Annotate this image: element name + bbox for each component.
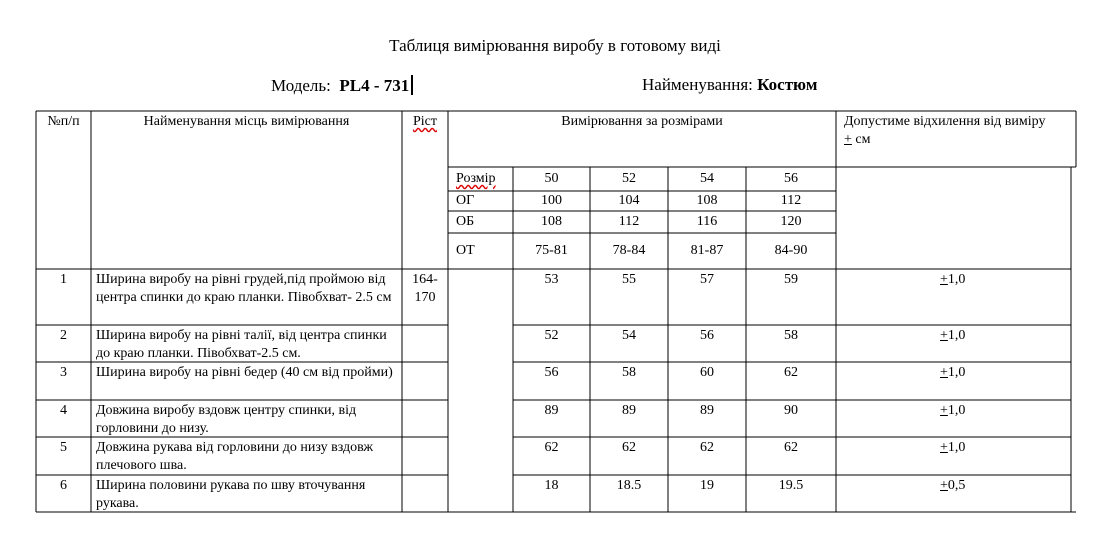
row-value: 19 xyxy=(700,478,714,493)
row-value: 62 xyxy=(544,440,559,455)
og-row-label: ОГ xyxy=(456,193,475,208)
row-number: 6 xyxy=(60,478,67,493)
model-value: PL4 - 731 xyxy=(339,76,410,95)
row-value: 90 xyxy=(784,403,798,418)
row-value: 52 xyxy=(544,328,559,343)
row-tolerance xyxy=(940,364,965,382)
row-value: 58 xyxy=(784,328,798,343)
header-number: №п/п xyxy=(47,114,80,129)
row-tolerance xyxy=(940,477,965,495)
row-value: 62 xyxy=(700,440,714,455)
og-value: 100 xyxy=(541,193,562,208)
tol-value: 0,5 xyxy=(947,478,966,493)
row-tolerance xyxy=(940,271,965,289)
row-value: 59 xyxy=(784,272,798,287)
tol-value: 1,0 xyxy=(947,403,966,418)
row-number: 2 xyxy=(60,328,67,343)
tol-value: 1,0 xyxy=(947,365,966,380)
header-place: Найменування місць вимірювання xyxy=(143,114,350,129)
tol-sign: + xyxy=(940,403,948,418)
row-tolerance xyxy=(940,402,965,420)
ot-row-label: ОТ xyxy=(456,243,475,258)
naming-value: Костюм xyxy=(757,75,818,94)
size-row-label: Розмір xyxy=(456,171,496,186)
growth-value: 164-170 xyxy=(412,272,438,305)
ot-value: 81-87 xyxy=(690,243,724,258)
tol-value: 1,0 xyxy=(947,328,966,343)
ot-value: 75-81 xyxy=(535,243,568,258)
row-value: 18.5 xyxy=(616,478,642,493)
row-value: 55 xyxy=(622,272,636,287)
row-name: Ширина виробу на рівні талії, від центра спинки до краю планки. Півобхват-2.5 см. xyxy=(96,328,387,361)
row-value: 53 xyxy=(544,272,559,287)
row-tolerance xyxy=(940,327,965,345)
tolerance-sign: + xyxy=(844,132,852,147)
row-value: 58 xyxy=(622,365,636,380)
tolerance-unit: см xyxy=(851,132,871,147)
row-value: 18 xyxy=(544,478,559,493)
header-tolerance xyxy=(844,113,1049,149)
row-value: 89 xyxy=(700,403,714,418)
tol-value: 1,0 xyxy=(947,440,966,455)
ob-row-label: ОБ xyxy=(456,214,475,229)
header-measurements: Вимірювання за розмірами xyxy=(561,114,723,129)
model-label: Модель: xyxy=(271,76,331,95)
row-value: 54 xyxy=(622,328,636,343)
row-name: Ширина виробу на рівні бедер (40 см від пройми) xyxy=(96,365,393,380)
tol-sign: + xyxy=(940,328,948,343)
row-value: 62 xyxy=(622,440,636,455)
header-tolerance-text: Допустиме відхилення від виміру xyxy=(844,114,1046,129)
size-value: 54 xyxy=(700,171,714,186)
row-name: Довжина виробу вздовж центру спинки, від горловини до низу. xyxy=(96,403,357,436)
ot-value: 78-84 xyxy=(612,243,646,258)
size-value: 56 xyxy=(784,171,798,186)
og-value: 108 xyxy=(696,193,718,208)
row-name: Ширина половини рукава по шву вточування рукава. xyxy=(96,478,366,511)
row-value: 19.5 xyxy=(778,478,804,493)
ob-value: 108 xyxy=(541,214,562,229)
row-value: 62 xyxy=(784,440,798,455)
ob-value: 116 xyxy=(696,214,718,229)
row-number: 1 xyxy=(60,272,67,287)
row-value: 56 xyxy=(700,328,714,343)
row-value: 62 xyxy=(784,365,798,380)
tol-value: 1,0 xyxy=(947,272,966,287)
size-value: 52 xyxy=(622,171,636,186)
row-name: Ширина виробу на рівні грудей,під проймою від центра спинки до краю планки. Півобхват- 2.5 см xyxy=(96,272,392,305)
tol-sign: + xyxy=(940,478,948,493)
tol-sign: + xyxy=(940,440,948,455)
row-tolerance xyxy=(940,439,965,457)
row-value: 89 xyxy=(622,403,636,418)
row-value: 89 xyxy=(544,403,559,418)
size-value: 50 xyxy=(544,171,559,186)
ob-value: 120 xyxy=(780,214,802,229)
row-number: 3 xyxy=(60,365,67,380)
row-value: 60 xyxy=(700,365,714,380)
row-number: 5 xyxy=(60,440,67,455)
row-number: 4 xyxy=(60,403,67,418)
ob-value: 112 xyxy=(618,214,640,229)
tol-sign: + xyxy=(940,365,948,380)
og-value: 112 xyxy=(780,193,802,208)
ot-value: 84-90 xyxy=(774,243,808,258)
row-name: Довжина рукава від горловини до низу вздовж плечового шва. xyxy=(96,440,374,473)
naming-label: Найменування: xyxy=(642,75,753,94)
row-value: 56 xyxy=(544,365,559,380)
header-growth: Ріст xyxy=(412,114,437,129)
document-title: Таблиця вимірювання виробу в готовому виді xyxy=(389,36,721,55)
tol-sign: + xyxy=(940,272,948,287)
og-value: 104 xyxy=(618,193,640,208)
row-value: 57 xyxy=(700,272,714,287)
